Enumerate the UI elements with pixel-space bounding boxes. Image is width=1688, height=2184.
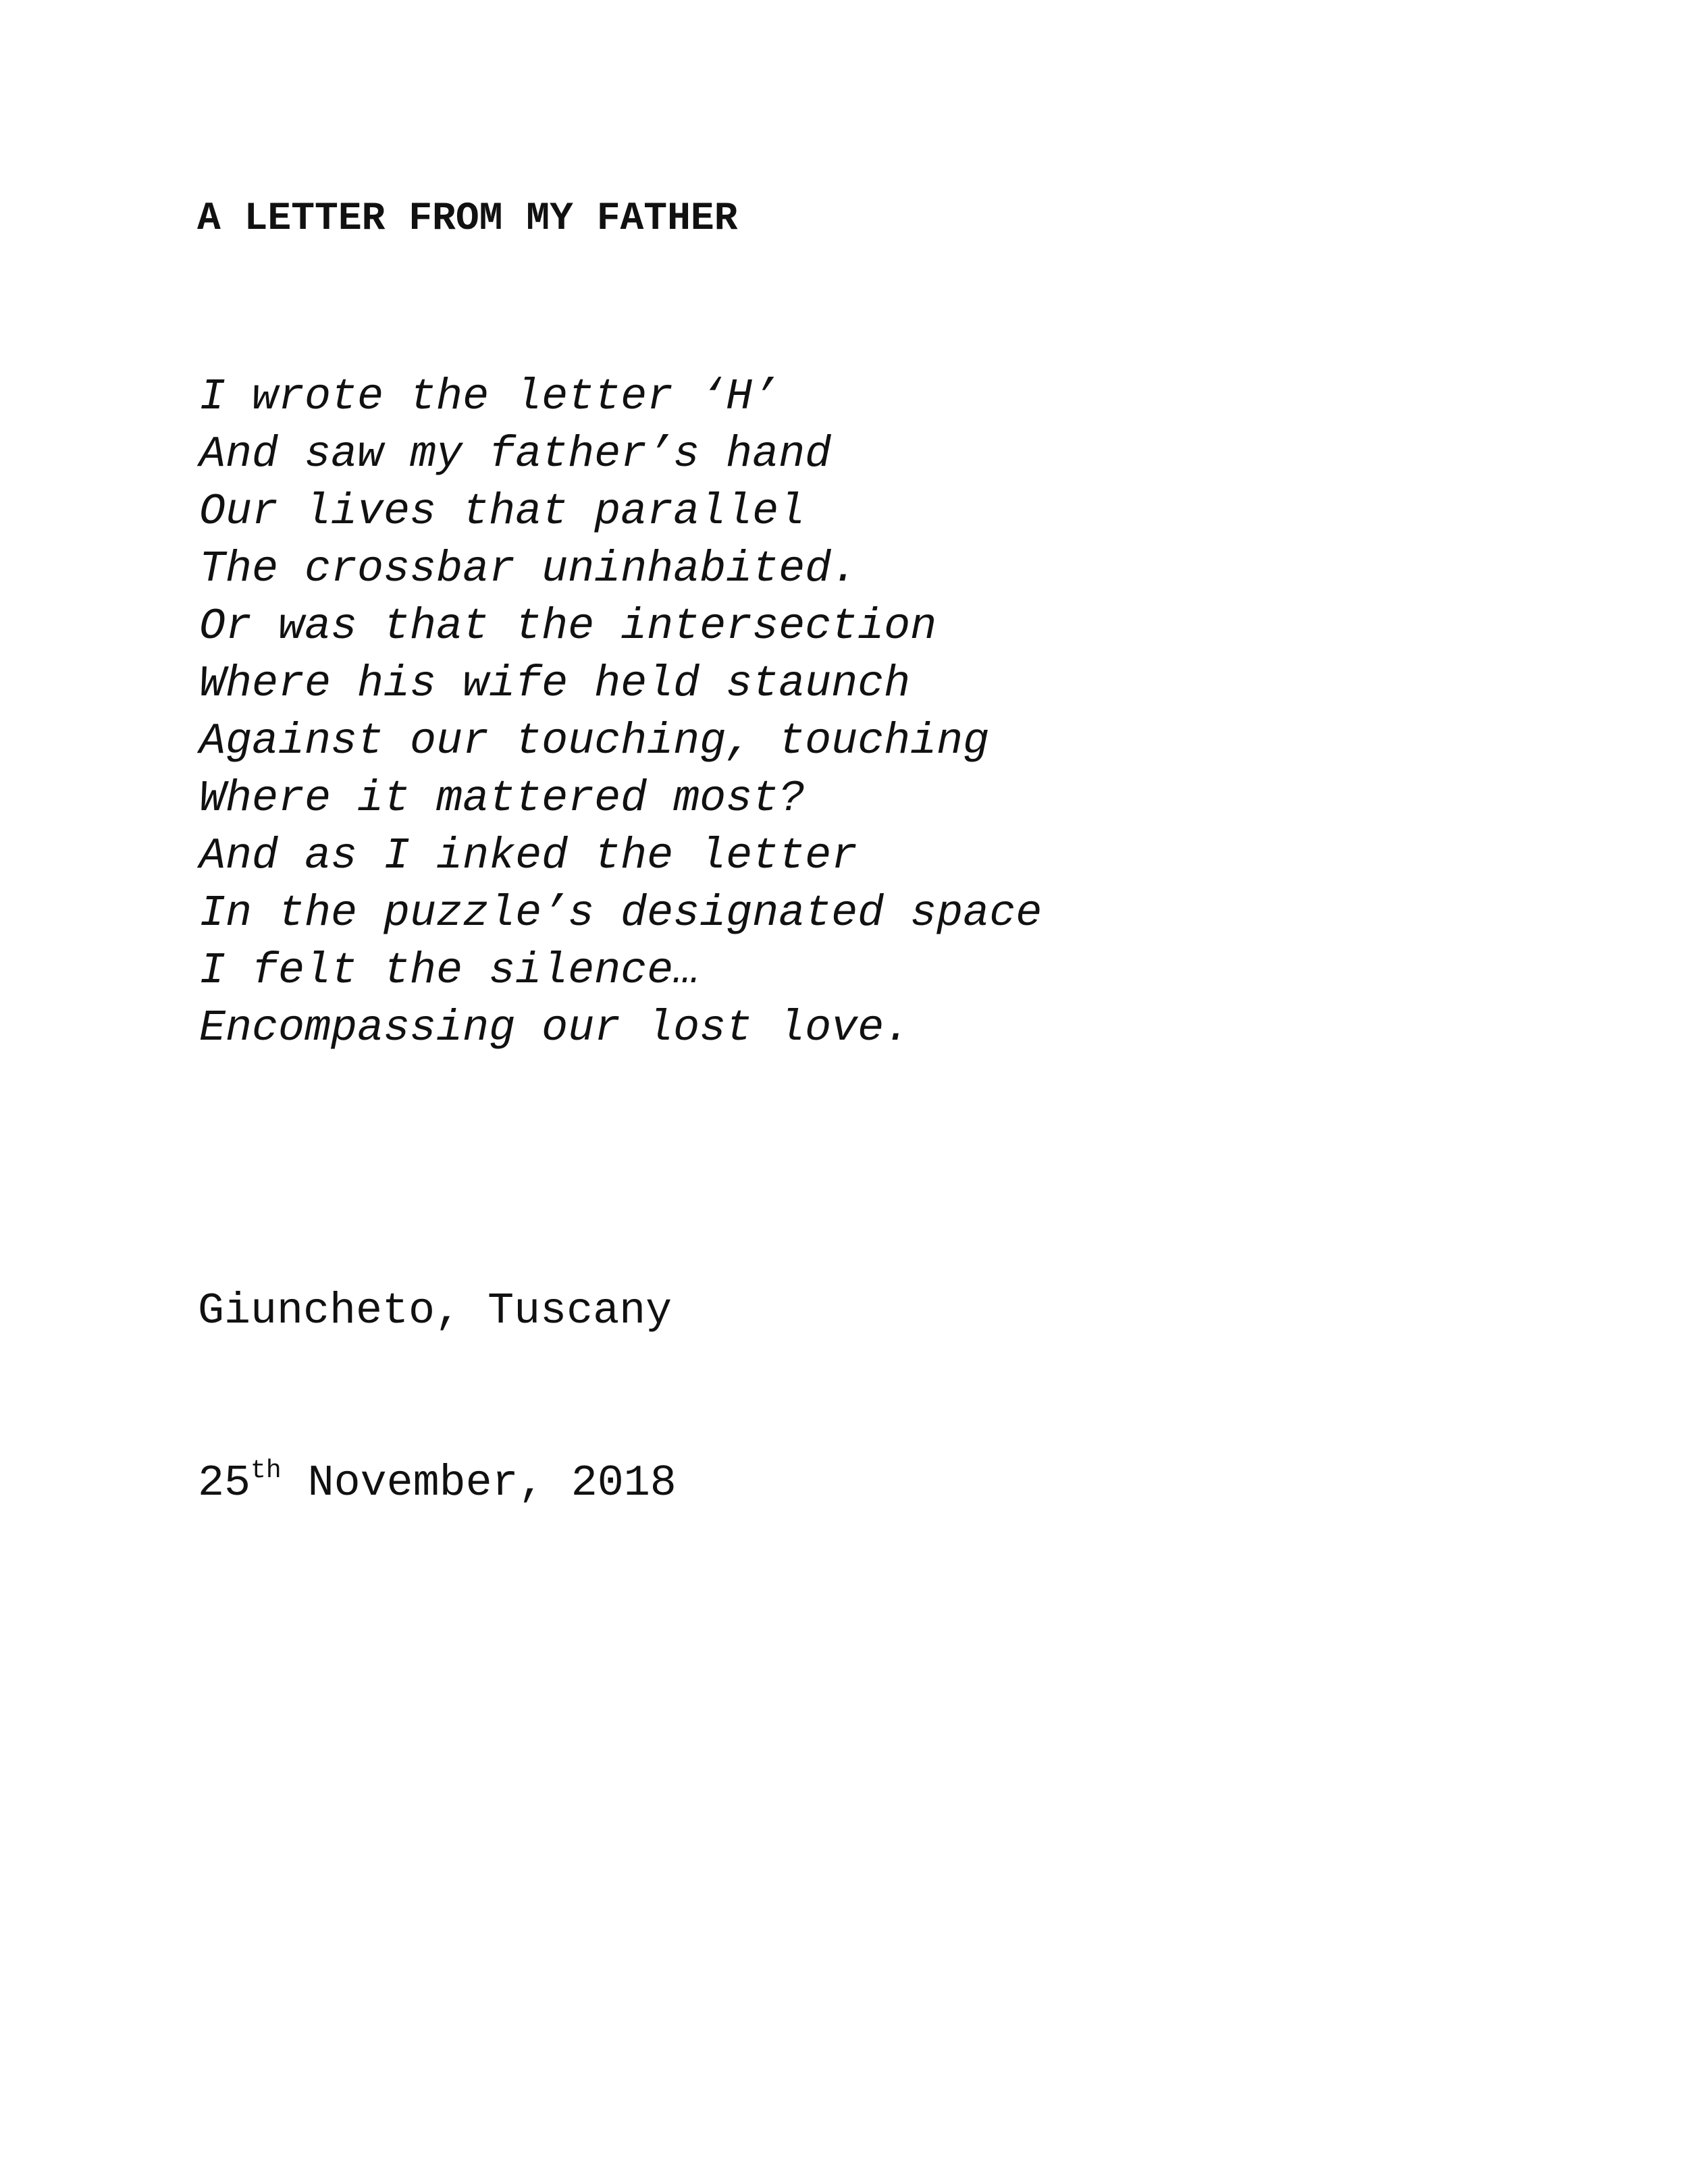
date-day: 25 [198, 1458, 251, 1508]
date-line [198, 1455, 677, 1512]
poem-line: In the puzzle’s designated space [199, 888, 1043, 938]
signoff [198, 1168, 677, 1627]
poem-line: I wrote the letter ‘H’ [199, 372, 779, 422]
poem-line: Where it mattered most? [199, 774, 806, 824]
poem-title: A LETTER FROM MY FATHER [197, 197, 738, 241]
poem-line: And saw my father’s hand [199, 429, 832, 479]
poem-line: Encompassing our lost love. [199, 1003, 911, 1053]
poem-body [199, 369, 1042, 1057]
poem-line: And as I inked the letter [199, 831, 858, 881]
poem-line: I felt the silence… [199, 946, 700, 996]
poem-line: Our lives that parallel [199, 487, 806, 537]
date-ordinal-suffix: th [250, 1456, 282, 1485]
poem-line: Against our touching, touching [199, 716, 990, 766]
date-rest: November, 2018 [281, 1458, 677, 1508]
poem-line: Where his wife held staunch [199, 659, 911, 709]
place-line: Giuncheto, Tuscany [198, 1286, 672, 1336]
poem-line: The crossbar uninhabited. [199, 544, 858, 594]
poem-line: Or was that the intersection [199, 602, 937, 651]
